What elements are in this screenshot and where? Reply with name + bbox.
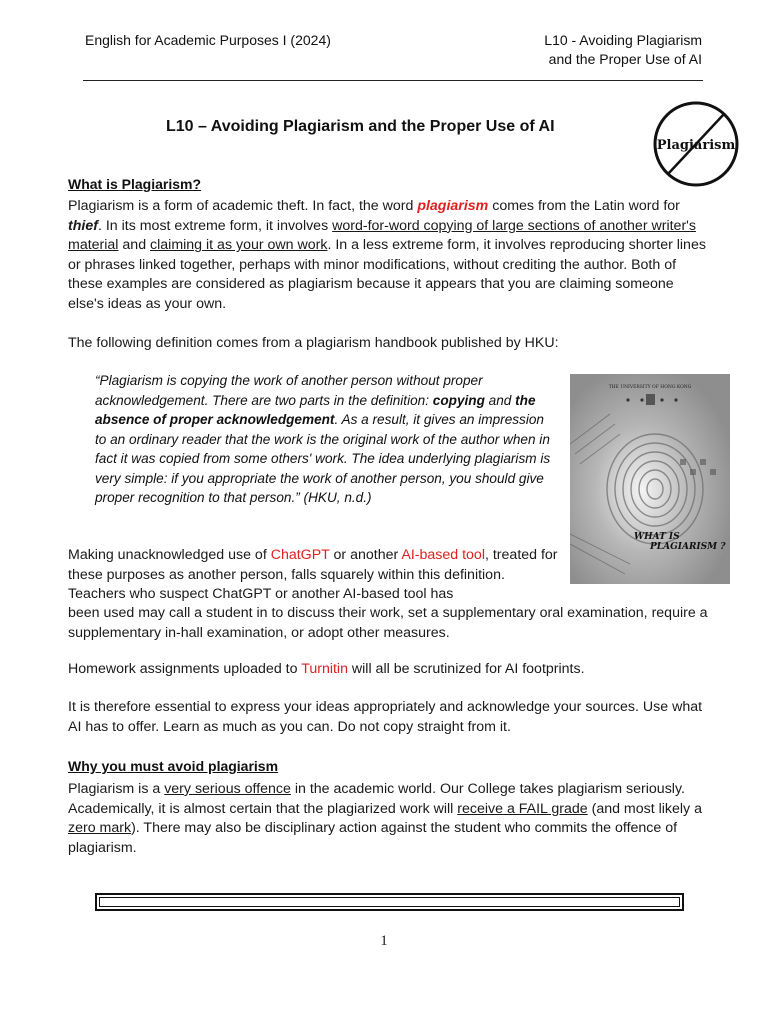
header-lesson <box>544 31 702 69</box>
underline-fail-grade: receive a FAIL grade <box>457 800 588 817</box>
highlight-ai-tool: AI-based tool <box>401 547 485 563</box>
header-course: English for Academic Purposes I (2024) <box>85 32 331 48</box>
cover-university: THE UNIVERSITY OF HONG KONG <box>608 385 692 390</box>
highlight-chatgpt: ChatGPT <box>270 547 330 563</box>
paragraph-hku-intro: The following definition comes from a plagiarism handbook published by HKU: <box>68 335 559 351</box>
paragraph-acknowledge: It is therefore essential to express your ideas appropriately and acknowledge your sources. Use what AI has to offer. Learn as much as you can. Do not copy straight from it. <box>68 699 703 735</box>
empty-bordered-box <box>95 893 684 911</box>
underline-claiming: claiming it as your own work <box>150 237 328 254</box>
hku-quote: “Plagiarism is copying the work of another person without proper acknowledgement. There are two parts in the definition: copying and the absence of proper acknowledgement. As a result, it gives an impression to an ordinary reader that the work is the original work of the author when in fact it was copied from some others' work. The idea underlying plagiarism is very simple: if you appropriate the work of another person, you should give proper recognition to that person.” (HKU, n.d.) <box>95 373 551 505</box>
header-lesson-line2: and the Proper Use of AI <box>548 51 702 67</box>
paragraph-ai-use: Making unacknowledged use of ChatGPT or another AI-based tool, treated for these purposes as another person, falls squarely within this definition. Teachers who suspect ChatGPT or another AI-based tool has <box>68 547 558 603</box>
header-divider <box>83 80 703 81</box>
underline-copying: word-for-word copying of large sections of another writer's material <box>68 217 696 254</box>
cover-title-line1: WHAT IS <box>634 532 680 542</box>
paragraph-turnitin: Homework assignments uploaded to Turnitin will all be scrutinized for AI footprints. <box>68 661 585 677</box>
cover-title-line2: PLAGIARISM ? <box>650 542 726 552</box>
paragraph-definition: Plagiarism is a form of academic theft. In fact, the word plagiarism comes from the Latin word for thief. In its most extreme form, it involves word-for-word copying of large sections of another writer's material and claiming it as your own work. In a less extreme form, it involves reproducing shorter lines or phrases linked together, perhaps with minor modifications, without crediting the author. Both of these examples are considered as plagiarism because it appears that you are claiming someone else's ideas as your own. <box>68 198 706 312</box>
hku-handbook-cover-image <box>570 374 730 584</box>
header-lesson-line1: L10 - Avoiding Plagiarism <box>544 32 702 48</box>
underline-serious-offence: very serious offence <box>164 781 291 797</box>
paragraph-consequences: Plagiarism is a very serious offence in the academic world. Our College takes plagiarism seriously. Academically, it is almost certain that the plagiarized work will receive a FAIL grade (and most likely a zero mark). There may also be disciplinary action against the student who commits the offence of plagiarism. <box>68 781 702 856</box>
stamp-label: Plagiarism <box>656 138 736 153</box>
section-heading-what-is-plagiarism: What is Plagiarism? <box>68 176 202 192</box>
page-number: 1 <box>380 933 388 949</box>
underline-zero-mark: zero mark <box>68 820 132 837</box>
paragraph-ai-use-continued: been used may call a student in to discuss their work, set a supplementary oral examination, require a supplementary in-hall examination, or adopt other measures. <box>68 605 708 641</box>
section-heading-why-avoid: Why you must avoid plagiarism <box>68 758 279 774</box>
highlight-turnitin: Turnitin <box>301 661 348 677</box>
page-title: L10 – Avoiding Plagiarism and the Proper Use of AI <box>166 118 555 135</box>
no-plagiarism-stamp-icon <box>652 100 740 188</box>
highlight-plagiarism: plagiarism <box>417 198 489 214</box>
highlight-thief: thief <box>68 217 98 234</box>
